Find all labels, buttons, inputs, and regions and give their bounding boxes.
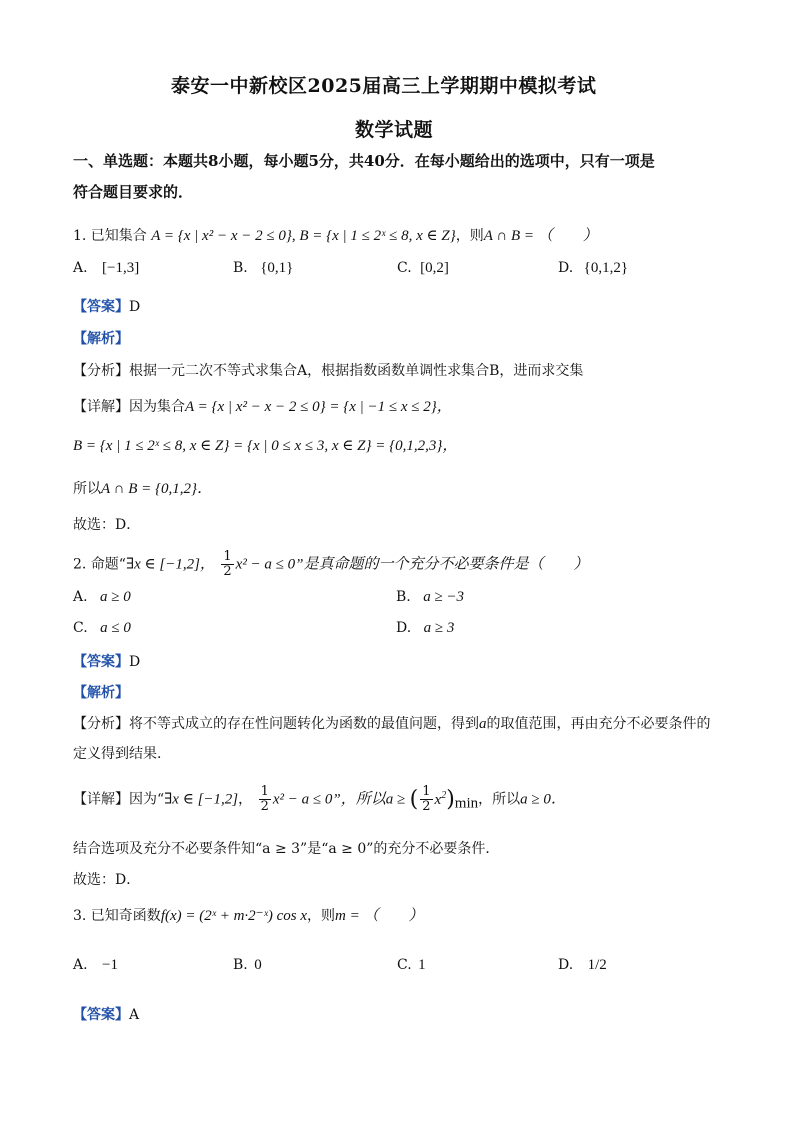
q3-option-c: C. 1 [397, 957, 426, 973]
q3-option-a-value: −1 [102, 957, 118, 973]
q2-option-c: C. a ≤ 0 [73, 620, 131, 636]
q1-detail-formula-a: A = {x | x² − x − 2 ≤ 0} = {x | −1 ≤ x ≤ 2}， [185, 399, 452, 415]
q1-option-c-value: [0,2] [420, 260, 449, 276]
q2-detail-formula: ∃x ∈ [−1,2] [164, 791, 239, 808]
q2-option-b-value: a ≥ −3 [423, 589, 465, 605]
q3-option-d-value: 1/2 [587, 957, 607, 973]
q2-option-a: A. a ≥ 0 [73, 589, 131, 605]
q1-answer-value: D [129, 299, 141, 315]
section-heading-line1: 一、单选题：本题共8小题，每小题5分，共40分．在每小题给出的选项中，只有一项是 [73, 152, 655, 170]
q1-option-a-value: [−1,3] [102, 260, 140, 276]
q3-stem-m: m = （ ） [334, 908, 424, 924]
q1-stem [73, 226, 598, 246]
q3-stem-formula: f(x) = (2ˣ + m·2⁻ˣ) cos x [160, 908, 307, 924]
q1-option-b: B. {0,1} [233, 260, 294, 276]
q2-detail: 【详解】因为“∃x ∈ [−1,2]， $\frac{1}{2}$ x² − a ≤ 0”，所以a ≥ ( $\frac{1}{2}$ $x^2)_{min}$，所以a ≥ 0． [73, 784, 566, 814]
page-subtitle: 数学试题 [355, 119, 434, 141]
q3-option-a: A. −1 [73, 957, 118, 973]
q2-analysis-label: 【解析】 [73, 685, 129, 701]
q1-option-d-value: {0,1,2} [583, 260, 629, 276]
q1-sets-formula: A = {x | x² − x − 2 ≤ 0}, B = {x | 1 ≤ 2ˣ ≤ 8, x ∈ Z} [151, 228, 456, 244]
q1-option-c: C. [0,2] [397, 260, 449, 276]
q1-question-formula: A ∩ B = （ ） [483, 228, 598, 244]
q2-option-d: D. a ≥ 3 [396, 620, 455, 636]
q1-detail-formula-b: B = {x | 1 ≤ 2ˣ ≤ 8, x ∈ Z} = {x | 0 ≤ x ≤ 3, x ∈ Z} = {0,1,2,3}， [73, 438, 458, 454]
q1-detail-formula-c: A ∩ B = {0,1,2}． [101, 481, 213, 497]
q1-fenxi: 【分析】根据一元二次不等式求集合A，根据指数函数单调性求集合B，进而求交集 [73, 363, 584, 379]
q2-choose: 故选：D． [73, 872, 141, 888]
section-heading-line2: 符合题目要求的． [73, 183, 194, 201]
q2-half-fraction: $\frac{1}{2}$ [223, 549, 232, 579]
q3-option-d: D. 1/2 [558, 957, 607, 973]
q1-detail-result: 所以A ∩ B = {0,1,2}． [73, 481, 213, 497]
q1-choose: 故选：D． [73, 517, 141, 533]
q1-fenxi-text: 根据一元二次不等式求集合A，根据指数函数单调性求集合B，进而求交集 [129, 363, 584, 379]
q2-answer-value: D [129, 654, 141, 670]
q1-answer: 【答案】D [73, 299, 141, 315]
q2-option-c-value: a ≤ 0 [100, 620, 131, 636]
q3-answer: 【答案】A [73, 1007, 140, 1023]
q2-detail-min-half: $\frac{1}{2}$ [422, 784, 431, 814]
q1-number: 1. 已知集合 [73, 228, 147, 244]
q1-mid: ，则 [455, 228, 484, 244]
q3-stem: 3. 已知奇函数f(x) = (2ˣ + m·2⁻ˣ) cos x，则m = （ ） [73, 908, 424, 924]
q1-detail: 【详解】因为集合A = {x | x² − x − 2 ≤ 0} = {x | −1 ≤ x ≤ 2}， [73, 399, 452, 415]
q2-fenxi: 【分析】将不等式成立的存在性问题转化为函数的最值问题，得到a的取值范围，再由充分不必要条件的 [73, 716, 711, 732]
q2-stem: 2. 命题“∃x ∈ [−1,2]， $\frac{1}{2}$ x² − a ≤ 0”是真命题的一个充分不必要条件是（ ） [73, 549, 589, 579]
q1-option-d: D. {0,1,2} [558, 260, 629, 276]
q1-option-a: A. [−1,3] [73, 260, 140, 276]
page-title: 泰安一中新校区2025届高三上学期期中模拟考试 [171, 75, 597, 97]
q1-option-b-value: {0,1} [260, 260, 294, 276]
q3-option-c-value: 1 [418, 957, 426, 973]
q2-option-b: B. a ≥ −3 [396, 589, 465, 605]
q2-option-a-value: a ≥ 0 [100, 589, 131, 605]
q3-option-b: B. 0 [233, 957, 262, 973]
q2-answer: 【答案】D [73, 654, 141, 670]
q2-fenxi-line2: 定义得到结果. [73, 746, 162, 762]
q2-stem-formula: ∃x ∈ [−1,2]， [125, 556, 215, 573]
q1-analysis-label: 【解析】 [73, 331, 129, 347]
q2-conclusion: 结合选项及充分不必要条件知“a ≥ 3”是“a ≥ 0”的充分不必要条件． [73, 841, 500, 857]
q2-detail-half: $\frac{1}{2}$ [260, 784, 269, 814]
q3-answer-value: A [129, 1007, 140, 1023]
q2-option-d-value: a ≥ 3 [423, 620, 455, 636]
q3-option-b-value: 0 [254, 957, 262, 973]
q2-stem-tail: x² − a ≤ 0”是真命题的一个充分不必要条件是（ ） [235, 556, 589, 573]
